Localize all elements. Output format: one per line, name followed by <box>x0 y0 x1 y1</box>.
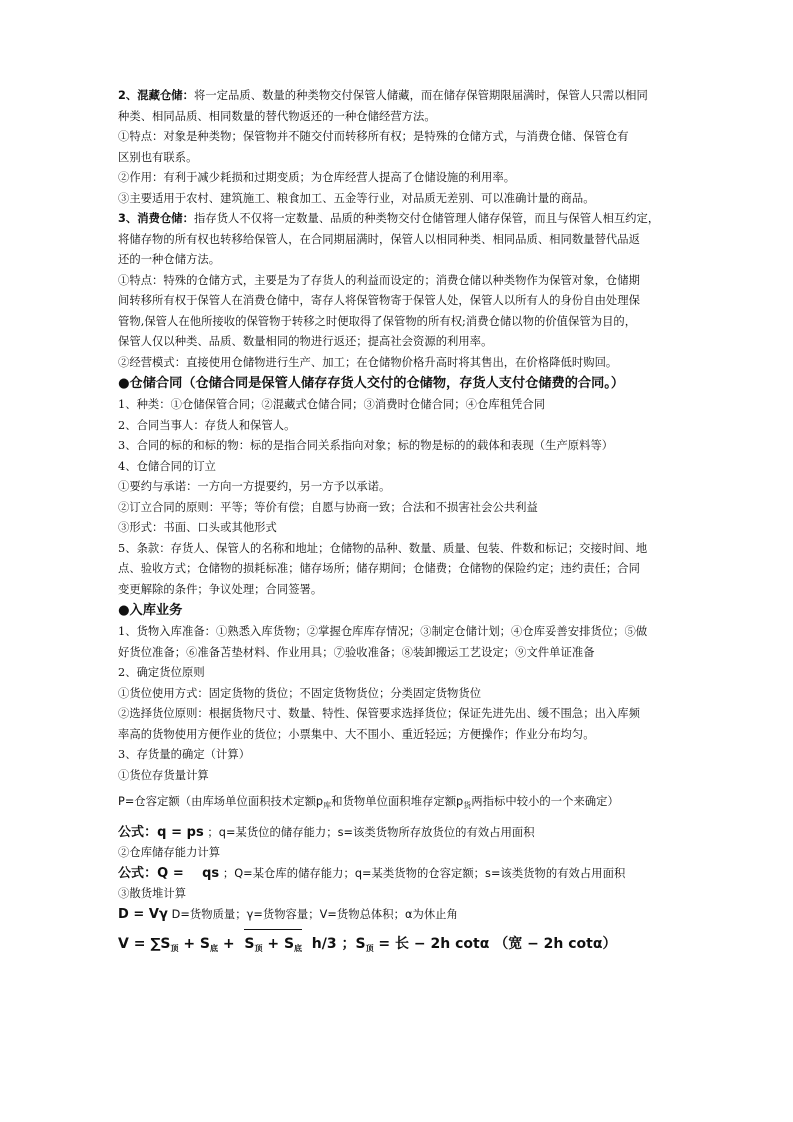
list-item: 5、条款：存货人、保管人的名称和地址；仓储物的品种、数量、质量、包装、件数和标记；交接时间、地 <box>118 541 648 555</box>
formula-location-capacity <box>118 823 680 844</box>
subscript: 顶 <box>365 944 374 953</box>
formula-part: S <box>244 936 255 952</box>
formula-bulk-mass <box>118 905 680 926</box>
paragraph-line: 保管人仅以种类、品质、数量相同的物进行返还；提高社会资源的利用率。 <box>118 335 493 348</box>
formula-part: V = ∑S <box>118 936 171 952</box>
paragraph-line: 区别也有联系。 <box>118 150 198 164</box>
paragraph-line: ①特点：特殊的仓储方式，主要是为了存货人的利益而设定的；消费仓储以种类物作为保管对象，仓储期 <box>118 273 640 287</box>
list-item: ①货位使用方式：固定货物的货位；不固定货物货位；分类固定货物货位 <box>118 686 482 700</box>
list-item: 1、种类：①仓储保管合同；②混藏式仓储合同；③消费时仓储合同；④仓库租凭合同 <box>118 398 546 411</box>
subscript: 库 <box>323 801 332 810</box>
formula-part: + S <box>178 936 211 952</box>
list-item: ③形式：书面、口头或其他形式 <box>118 521 277 534</box>
list-item: 3、合同的标的和标的物：标的是指合同关系指向对象；标的物是标的的载体和表现（生产原料等） <box>118 439 614 452</box>
list-item: ②选择货位原则：根据货物尺寸、数量、特性、保管要求选择货位；保证先进先出、缓不围急；出入库频 <box>118 707 640 720</box>
formula-part: + S <box>262 936 295 952</box>
list-item: 2、合同当事人：存货人和保管人。 <box>118 418 296 432</box>
formula-label: 公式： <box>118 824 158 840</box>
paragraph-line: 还的一种仓储方法。 <box>118 253 221 266</box>
subscript: 顶 <box>254 944 263 953</box>
paragraph-line: 种类、相同品质、相同数量的替代物返还的一种仓储经营方法。 <box>118 109 436 123</box>
formula-label: 公式： <box>118 865 158 881</box>
section-consumption-storage-line1 <box>118 209 680 230</box>
list-item: 好货位准备；⑥准备苫垫材料、作业用具；⑦验收准备；⑧装卸搬运工艺设定；⑨文件单证准备 <box>118 645 595 659</box>
paragraph-line: ②经营模式：直接使用仓储物进行生产、加工；在仓储物价格升高时将其售出，在价格降低时购回。 <box>118 355 618 369</box>
formula-part: + <box>218 936 245 952</box>
formula-part: = 长 − 2h cotα （宽 − 2h cotα） <box>373 936 617 952</box>
paragraph-line: ③主要适用于农村、建筑施工、粮食加工、五金等行业，对品质无差别、可以准确计量的商品。 <box>118 191 595 205</box>
list-item: 率高的货物使用方便作业的货位；小票集中、大不围小、重近轻远；方便操作；作业分布均匀。 <box>118 727 595 741</box>
definition-text: P=仓容定额（由库场单位面积技术定额p <box>118 795 324 808</box>
formula-description: ；q=某货位的储存能力；s=该类货物所存放货位的有效占用面积 <box>207 825 535 839</box>
formula-expression: D = Vγ <box>118 906 168 922</box>
definition-text: 两指标中较小的一个来确定） <box>471 795 619 808</box>
subscript: 底 <box>210 944 219 953</box>
formula-expression: q = ps <box>157 824 204 840</box>
capacity-definition <box>118 792 680 817</box>
formula-description: ；Q=某仓库的储存能力；q=某类货物的仓容定额；s=该类货物的有效占用面积 <box>222 866 626 880</box>
section-mixed-storage-line1 <box>118 86 680 107</box>
list-item: 4、仓储合同的订立 <box>118 459 217 473</box>
paragraph-text: 指存货人不仅将一定数量、品质的种类物交付仓储管理人储存保管，而且与保管人相互约定， <box>194 212 660 225</box>
document-page <box>118 86 680 962</box>
paragraph-line: 将储存物的所有权也转移给保管人，在合同期届满时，保管人以相同种类、相同品质、相同数量替代品返 <box>118 232 640 246</box>
subscript: 顶 <box>170 944 179 953</box>
subscript: 底 <box>294 944 303 953</box>
list-item: ③散货堆计算 <box>118 887 187 900</box>
list-item: 点、验收方式；仓储物的损耗标准；储存场所；储存期间；仓储费；仓储物的保险约定；违约责任；合同 <box>118 562 640 575</box>
formula-part: h/3 ；S <box>302 936 366 952</box>
paragraph-line: ②作用：有利于减少耗损和过期变质；为仓库经营人提高了仓储设施的利用率。 <box>118 171 516 184</box>
list-item: 1、货物入库准备：①熟悉入库货物；②掌握仓库库存情况；③制定仓储计划；④仓库妥善安排货位；⑤做 <box>118 625 648 638</box>
formula-warehouse-capacity <box>118 864 680 885</box>
list-item: ②订立合同的原则：平等；等价有偿；自愿与协商一致；合法和不损害社会公共利益 <box>118 500 538 514</box>
list-item: ①货位存货量计算 <box>118 768 209 782</box>
list-item: 2、确定货位原则 <box>118 666 205 679</box>
paragraph-text: 将一定品质、数量的种类物交付保管人储藏，而在储存保管期限届满时，保管人只需以相同 <box>194 89 648 102</box>
paragraph-line: 管物,保管人在他所接收的保管物于转移之时便取得了保管物的所有权;消费仓储以物的价值保管为目的， <box>118 314 637 328</box>
formula-expression: Q = qs <box>157 865 220 881</box>
heading-storage-contract: ●仓储合同（仓储合同是保管人储存存货人交付的仓储物，存货人支付仓储费的合同。） <box>118 376 625 391</box>
section-title-mixed-storage: 2、混藏仓储： <box>118 89 194 102</box>
list-item: ①要约与承诺：一方向一方提要约，另一方予以承诺。 <box>118 480 391 493</box>
paragraph-line: 间转移所有权于保管人在消费仓储中，寄存人将保管物寄于保管人处，保管人以所有人的身份自由处理保 <box>118 294 640 307</box>
formula-bulk-volume <box>118 929 680 962</box>
list-item: 3、存货量的确定（计算） <box>118 748 251 761</box>
paragraph-line: ①特点：对象是种类物；保管物并不随交付而转移所有权；是特殊的仓储方式，与消费仓储、保管仓有 <box>118 130 629 143</box>
subscript: 货 <box>463 801 472 810</box>
list-item: 变更解除的条件；争议处理；合同签署。 <box>118 582 323 596</box>
list-item: ②仓库储存能力计算 <box>118 846 221 859</box>
definition-text: 和货物单位面积堆存定额p <box>331 795 464 808</box>
section-title-consumption-storage: 3、消费仓储： <box>118 212 194 225</box>
formula-description: D=货物质量；γ=货物容量；V=货物总体积；α为休止角 <box>171 907 458 921</box>
formula-radical <box>244 929 302 962</box>
heading-inbound-operations: ●入库业务 <box>118 603 183 618</box>
